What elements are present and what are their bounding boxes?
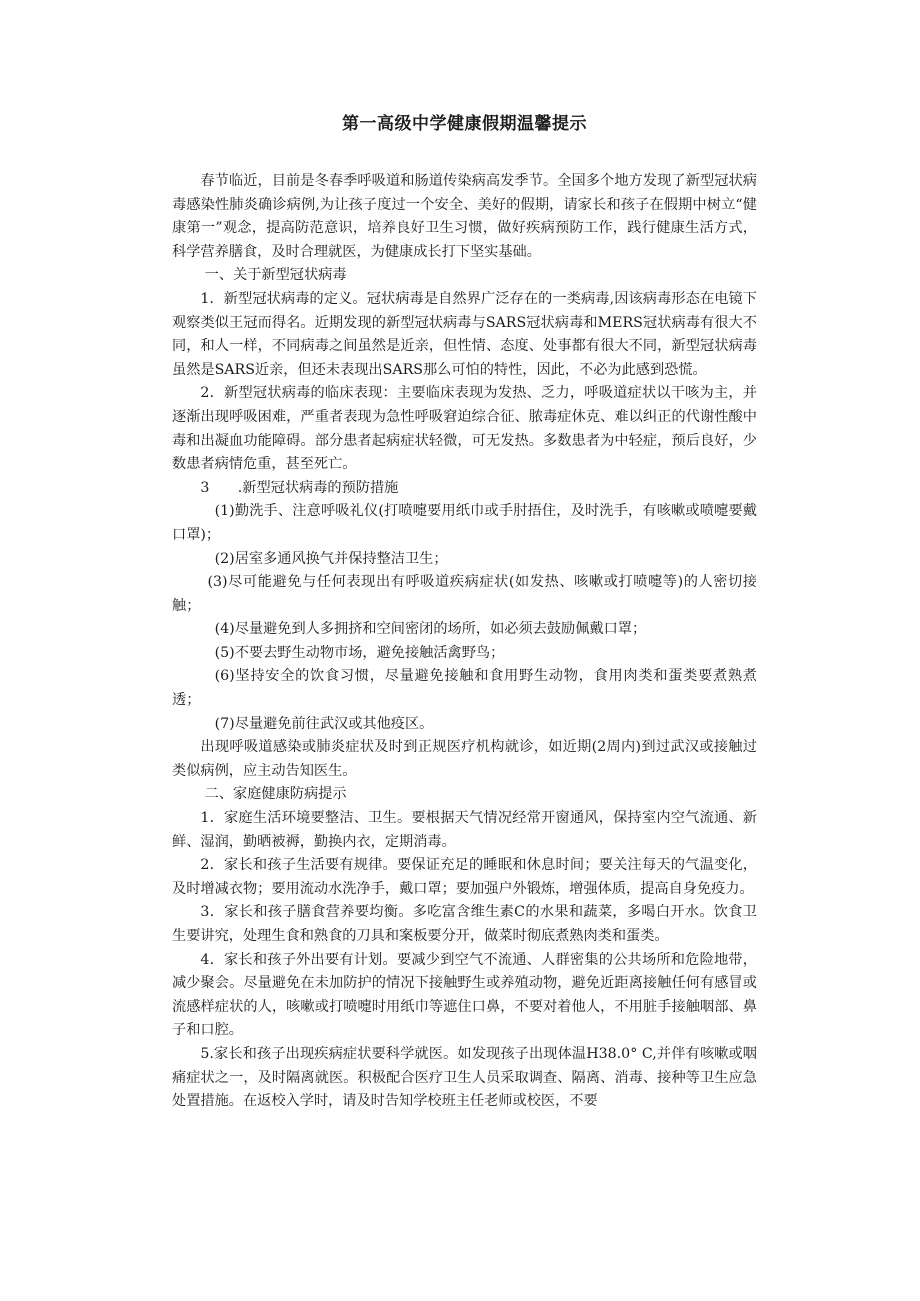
paragraph-seek-medical-care: 5.家长和孩子出现疾病症状要科学就医。如发现孩子出现体温H38.0° C,并伴有咳嗽或咽痛症状之一，及时隔离就医。积极配合医疗卫生人员采取调查、隔离、消毒、接种等卫生应急处置措施。在返校入学时，请及时告知学校班主任老师或校医，不要 — [172, 1045, 757, 1110]
paragraph-balanced-diet: 3．家长和孩子膳食营养要均衡。多吃富含维生素C的水果和蔬菜，多喝白开水。饮食卫生要讲究，处理生食和熟食的刀具和案板要分开，做菜时彻底煮熟肉类和蛋类。 — [172, 904, 757, 944]
list-item-prevention-5: (5)不要去野生动物市场，避免接触活禽野鸟； — [214, 644, 505, 661]
paragraph-clinical-symptoms: 2．新型冠状病毒的临床表现：主要临床表现为发热、乏力，呼吸道症状以干咳为主，并逐渐出现呼吸困难，严重者表现为急性呼吸窘迫综合征、脓毒症休克、难以纠正的代谢性酸中毒和出凝血功能障碍。部分患者起病症状轻微，可无发热。多数患者为中轻症，预后良好，少数患者病情危重，甚至死亡。 — [172, 385, 757, 473]
section-heading-2: 二、家庭健康防病提示 — [204, 786, 347, 803]
list-item-prevention-6: (6)坚持安全的饮食习惯，尽量避免接触和食用野生动物，食用肉类和蛋类要煮熟煮透； — [172, 668, 757, 709]
paragraph-regular-life: 2．家长和孩子生活要有规律。要保证充足的睡眠和休息时间；要关注每天的气温变化，及时增减衣物；要用流动水洗净手，戴口罩；要加强户外锻炼，增强体质，提高自身免疫力。 — [172, 857, 757, 897]
list-item-prevention-7: (7)尽量避免前往武汉或其他疫区。 — [214, 715, 434, 732]
paragraph-prevention-heading: 3 .新型冠状病毒的预防措施 — [200, 479, 399, 496]
intro-paragraph: 春节临近，目前是冬春季呼吸道和肠道传染病高发季节。全国多个地方发现了新型冠状病毒感染性肺炎确诊病例,为让孩子度过一个安全、美好的假期，请家长和孩子在假期中树立“健康第一”观念，提高防范意识，培养良好卫生习惯，做好疾病预防工作，践行健康生活方式，科学营养膳食，及时合理就医，为健康成长打下坚实基础。 — [172, 173, 757, 260]
list-item-prevention-2: (2)居室多通风换气并保持整洁卫生； — [214, 550, 448, 567]
list-item-prevention-3: (3)尽可能避免与任何表现出有呼吸道疾病症状(如发热、咳嗽或打喷嚏等)的人密切接触； — [172, 574, 757, 614]
page-title: 第一高级中学健康假期温馨提示 — [342, 114, 587, 134]
document-page — [172, 112, 757, 1114]
paragraph-home-environment: 1．家庭生活环境要整洁、卫生。要根据天气情况经常开窗通风，保持室内空气流通、新鲜、湿润，勤晒被褥，勤换内衣，定期消毒。 — [172, 810, 757, 850]
paragraph-travel-plan: 4．家长和孩子外出要有计划。要减少到空气不流通、人群密集的公共场所和危险地带，减少聚会。尽量避免在未加防护的情况下接触野生或养殖动物，避免近距离接触任何有感冒或流感样症状的人，咳嗽或打喷嚏时用纸巾等遮住口鼻，不要对着他人，不用脏手接触咽部、鼻子和口腔。 — [172, 951, 757, 1039]
list-item-prevention-1: (1)勤洗手、注意呼吸礼仪(打喷嚏要用纸巾或手肘捂住，及时洗手，有咳嗽或喷嚏要戴口罩)； — [172, 503, 757, 543]
paragraph-virus-definition: 1．新型冠状病毒的定义。冠状病毒是自然界广泛存在的一类病毒,因该病毒形态在电镜下观察类似王冠而得名。近期发现的新型冠状病毒与SARS冠状病毒和MERS冠状病毒有很大不同，和人一样，不同病毒之间虽然是近亲，但性情、态度、处事都有很大不同，新型冠状病毒虽然是SARS近亲，但还未表现出SARS那么可怕的特性，因此，不必为此感到恐慌。 — [172, 290, 757, 378]
list-item-prevention-4: (4)尽量避免到人多拥挤和空间密闭的场所，如必须去鼓励佩戴口罩； — [214, 621, 647, 638]
paragraph-seek-care: 出现呼吸道感染或肺炎症状及时到正规医疗机构就诊，如近期(2周内)到过武汉或接触过类似病例，应主动告知医生。 — [172, 739, 757, 779]
section-heading-1: 一、关于新型冠状病毒 — [204, 267, 347, 284]
